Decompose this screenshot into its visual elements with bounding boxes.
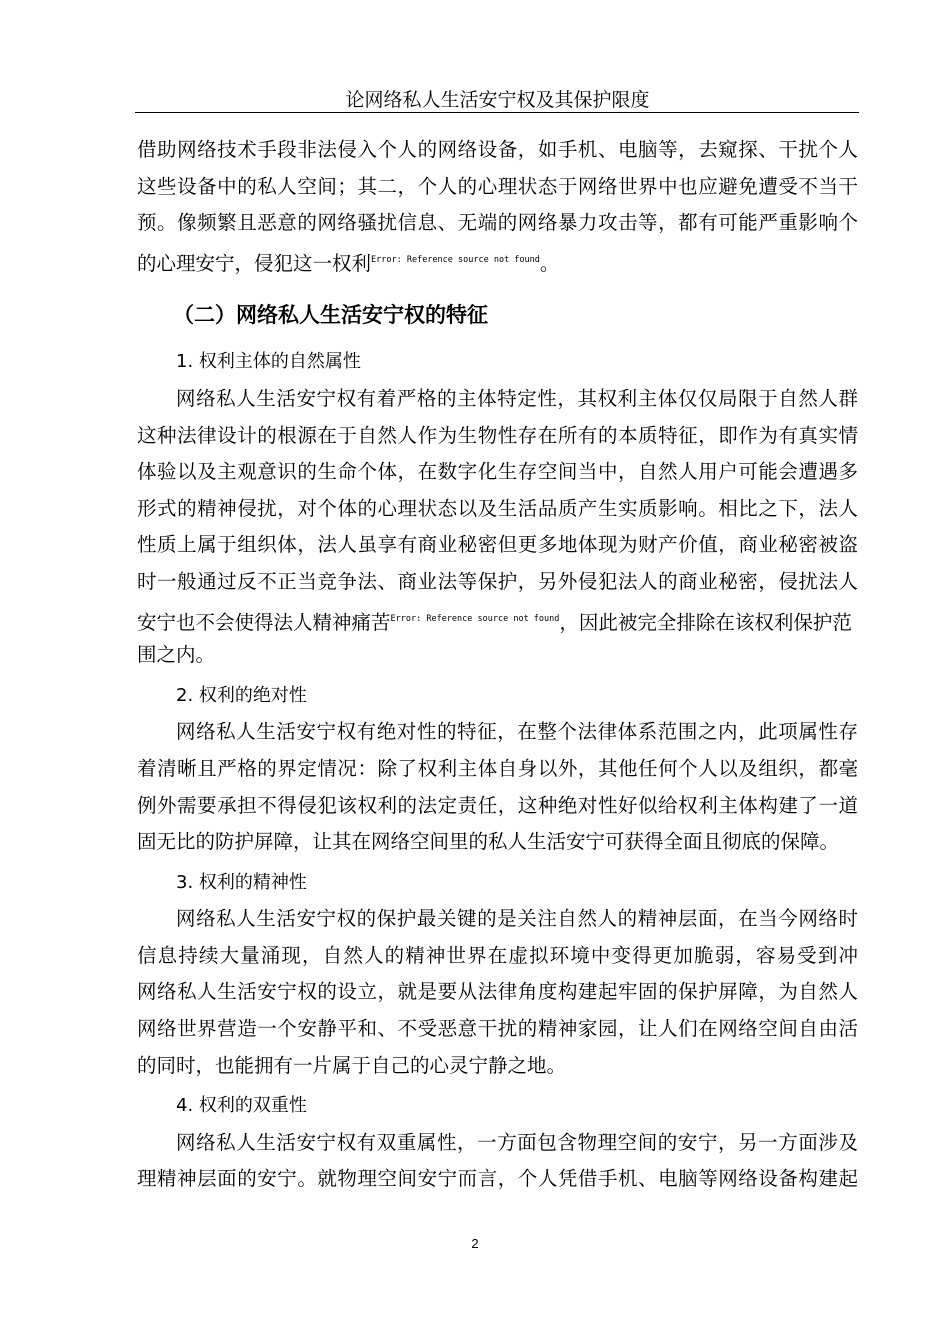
header-rule xyxy=(135,112,859,113)
line-text-after: 。 xyxy=(539,251,560,275)
text-line xyxy=(137,714,858,751)
text-line xyxy=(137,1048,858,1085)
text-line xyxy=(137,564,858,601)
text-line xyxy=(137,637,858,674)
footnote-reference-error[interactable]: Error: Reference source not found xyxy=(390,613,560,624)
line-text: 网络私人生活安宁权的保护最关键的是关注自然人的精神层面，在当今网络时 xyxy=(176,907,858,931)
text-line xyxy=(137,1161,858,1198)
line-text: 的心理安宁，侵犯这一权利 xyxy=(137,251,372,275)
document-body xyxy=(137,132,858,1198)
text-line xyxy=(137,901,858,938)
line-text-after: ，因此被完全排除在该权利保护范 xyxy=(559,610,852,634)
subsection-heading: 3. 权利的精神性 xyxy=(176,871,307,893)
text-line xyxy=(137,938,858,975)
line-text: 网络世界营造一个安静平和、不受恶意干扰的精神家园，让人们在网络空间自由活 xyxy=(137,1017,858,1041)
text-line xyxy=(137,454,858,491)
paragraph xyxy=(137,381,858,674)
text-line xyxy=(137,491,858,528)
line-text: 借助网络技术手段非法侵入个人的网络设备，如手机、电脑等，去窥探、干扰个人 xyxy=(137,138,858,161)
text-line xyxy=(137,169,858,206)
line-text: 性质上属于组织体，法人虽享有商业秘密但更多地体现为财产价值，商业秘密被盗 xyxy=(137,533,858,557)
line-text: 时一般通过反不正当竞争法、商业法等保护，另外侵犯法人的商业秘密，侵扰法人 xyxy=(137,569,858,593)
section-heading: （二）网络私人生活安宁权的特征 xyxy=(173,303,488,328)
line-text: 网络私人生活安宁权有着严格的主体特定性，其权利主体仅仅局限于自然人群 xyxy=(176,386,858,410)
text-line xyxy=(137,788,858,825)
page-number: 2 xyxy=(471,1236,479,1251)
line-text: 网络私人生活安宁权有双重属性，一方面包含物理空间的安宁，另一方面涉及 xyxy=(176,1130,858,1154)
line-text: 围之内。 xyxy=(137,643,216,667)
text-line xyxy=(137,205,858,242)
paragraph xyxy=(137,714,858,860)
running-header: 论网络私人生活安宁权及其保护限度 xyxy=(345,89,650,111)
text-line xyxy=(137,418,858,455)
line-text: 这种法律设计的根源在于自然人作为生物性存在所有的本质特征，即作为有真实情 xyxy=(137,423,858,447)
paragraph xyxy=(137,132,858,278)
line-text: 体验以及主观意识的生命个体，在数字化生存空间当中，自然人用户可能会遭遇多 xyxy=(137,460,858,484)
text-line xyxy=(137,824,858,861)
line-text: 理精神层面的安宁。就物理空间安宁而言，个人凭借手机、电脑等网络设备构建起 xyxy=(137,1167,858,1191)
line-text: 安宁也不会使得法人精神痛苦 xyxy=(137,610,391,634)
line-text: 网络私人生活安宁权的设立，就是要从法律角度构建起牢固的保护屏障，为自然人 xyxy=(137,980,858,1004)
text-line xyxy=(137,132,858,169)
line-text: 例外需要承担不得侵犯该权利的法定责任，这种绝对性好似给权利主体构建了一道 xyxy=(137,793,858,817)
text-line xyxy=(137,1011,858,1048)
text-line xyxy=(137,1125,858,1162)
text-line xyxy=(137,381,858,418)
subsection-heading: 1. 权利主体的自然属性 xyxy=(176,351,361,373)
text-line xyxy=(137,242,858,279)
footnote-reference-error[interactable]: Error: Reference source not found xyxy=(371,254,540,265)
text-line xyxy=(137,974,858,1011)
line-text: 固无比的防护屏障，让其在网络空间里的私人生活安宁可获得全面且彻底的保障。 xyxy=(137,830,840,854)
line-text: 的同时，也能拥有一片属于自己的心灵宁静之地。 xyxy=(137,1053,567,1077)
paragraph xyxy=(137,1125,858,1198)
line-text: 信息持续大量涌现，自然人的精神世界在虚拟环境中变得更加脆弱，容易受到冲 xyxy=(137,943,858,967)
text-line xyxy=(137,527,858,564)
line-text: 网络私人生活安宁权有绝对性的特征，在整个法律体系范围之内，此项属性存 xyxy=(176,720,858,744)
line-text: 着清晰且严格的界定情况：除了权利主体自身以外，其他任何个人以及组织，都毫 xyxy=(137,756,858,780)
line-text: 预。像频繁且恶意的网络骚扰信息、无端的网络暴力攻击等，都有可能严重影响个 xyxy=(137,211,858,235)
text-line xyxy=(137,751,858,788)
text-line xyxy=(137,601,858,638)
line-text: 形式的精神侵扰，对个体的心理状态以及生活品质产生实质影响。相比之下，法人 xyxy=(137,496,858,520)
paragraph xyxy=(137,901,858,1084)
line-text: 这些设备中的私人空间；其二，个人的心理状态于网络世界中也应避免遭受不当干 xyxy=(137,174,858,198)
subsection-heading: 4. 权利的双重性 xyxy=(176,1095,307,1117)
subsection-heading: 2. 权利的绝对性 xyxy=(176,684,307,706)
